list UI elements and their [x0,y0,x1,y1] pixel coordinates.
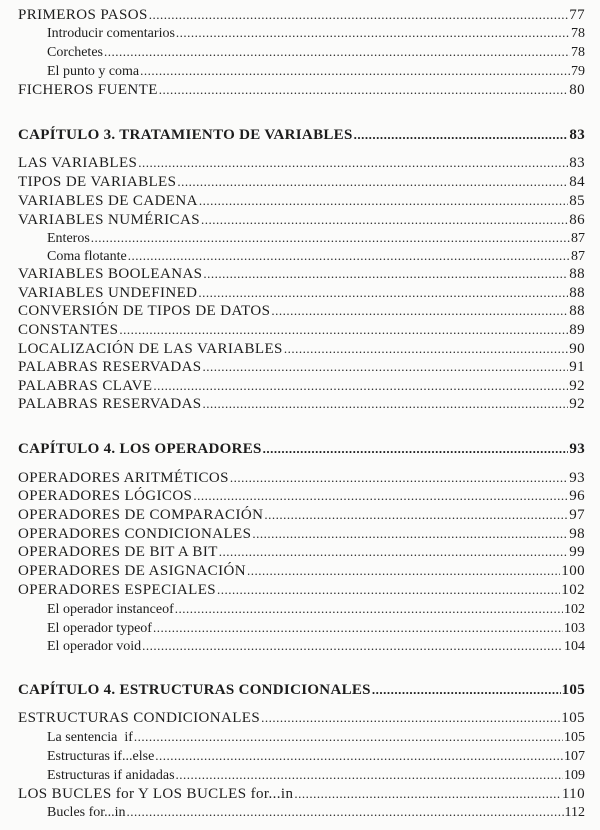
toc-entry [47,601,585,621]
dot-leader [153,620,563,636]
dot-leader [128,248,570,264]
dot-leader [175,601,563,617]
toc-entry-page: 88 [569,303,585,319]
dot-leader [201,212,568,228]
chapter-heading [18,682,585,702]
toc-entry [18,82,585,102]
dot-leader [91,230,570,246]
toc-entry-title: OPERADORES ESPECIALES [18,582,217,598]
toc-entry [18,582,585,602]
dot-leader [271,303,568,319]
toc-entry [18,378,585,398]
toc-entry-title: Estructuras if...else [47,749,155,764]
toc-entry-page: 99 [569,544,585,560]
toc-entry-title: El punto y coma [47,64,140,79]
toc-entry [18,396,585,416]
dot-leader [247,563,560,579]
toc-entry-title: PALABRAS RESERVADAS [18,359,202,375]
toc-entry-title: LAS VARIABLES [18,155,138,171]
dot-leader [294,786,560,802]
dot-leader [354,127,569,143]
chapter-title: CAPÍTULO 4. ESTRUCTURAS CONDICIONALES [18,682,371,698]
dot-leader [203,266,568,282]
toc-entry-page: 105 [561,710,585,726]
chapter-title: CAPÍTULO 3. TRATAMIENTO DE VARIABLES [18,127,353,143]
toc-entry-title: LOCALIZACIÓN DE LAS VARIABLES [18,341,283,357]
toc-entry-title: Bucles for...in [47,805,126,820]
chapter-heading [18,127,585,147]
toc-entry-page: 87 [571,231,585,246]
dot-leader [177,174,568,190]
toc-entry-page: 78 [571,26,585,41]
toc-entry [47,25,585,45]
dot-leader [155,748,563,764]
toc-entry-title: VARIABLES NUMÉRICAS [18,212,200,228]
dot-leader [159,82,568,98]
toc-entry-page: 104 [564,639,585,654]
toc-entry [18,266,585,286]
toc-entry [18,174,585,194]
dot-leader [203,396,569,412]
dot-leader [199,193,568,209]
toc-entry [18,488,585,508]
toc-entry-title: OPERADORES DE BIT A BIT [18,544,218,560]
dot-leader [198,285,568,301]
toc-entry-page: 80 [569,82,585,98]
toc-entry [47,44,585,64]
toc-entry-page: 96 [569,488,585,504]
toc-entry [47,63,585,83]
toc-entry-title: Corchetes [47,45,103,60]
toc-entry-page: 79 [571,64,585,79]
toc-entry-title: PRIMEROS PASOS [18,7,148,23]
toc-entry-page: 103 [564,621,585,636]
dot-leader [153,378,568,394]
dot-leader [138,155,568,171]
toc-entry-title: TIPOS DE VARIABLES [18,174,177,190]
toc-entry-page: 110 [561,786,585,802]
toc-entry-title: Estructuras if anidadas [47,768,175,783]
toc-entry-title: VARIABLES DE CADENA [18,193,198,209]
toc-entry-page: 90 [569,341,585,357]
dot-leader [149,7,569,23]
toc-entry-page: 84 [569,174,585,190]
toc-entry-page: 86 [569,212,585,228]
dot-leader [372,682,561,698]
toc-entry-title: La sentencia if [47,730,133,745]
toc-entry-title: El operador void [47,639,142,654]
toc-entry-title: VARIABLES UNDEFINED [18,285,198,301]
toc-entry-title: El operador instanceof [47,602,174,617]
toc-entry [18,322,585,342]
dot-leader [284,341,568,357]
toc-entry-title: CONVERSIÓN DE TIPOS DE DATOS [18,303,271,319]
toc-entry [47,767,585,787]
toc-entry-page: 100 [561,563,585,579]
toc-entry-title: Enteros [47,231,90,246]
toc-entry [18,563,585,583]
toc-entry-page: 93 [569,470,585,486]
dot-leader [193,488,568,504]
dot-leader [127,804,564,820]
toc-entry-page: 92 [569,396,585,412]
toc-entry-page: 97 [569,507,585,523]
dot-leader [176,767,563,783]
toc-entry-page: 107 [564,749,585,764]
toc-entry [18,341,585,361]
toc-entry [47,748,585,768]
toc-entry [18,193,585,213]
toc-entry-title: OPERADORES LÓGICOS [18,488,193,504]
toc-entry-page: 109 [564,768,585,783]
toc-entry-title: OPERADORES ARITMÉTICOS [18,470,229,486]
toc-entry-page: 85 [569,193,585,209]
toc-entry-page: 88 [569,266,585,282]
toc-entry [18,470,585,490]
toc-entry-page: 88 [569,285,585,301]
chapter-heading [18,441,585,461]
dot-leader [230,470,568,486]
dot-leader [263,441,569,457]
dot-leader [219,544,568,560]
toc-entry [18,544,585,564]
toc-entry [18,212,585,232]
toc-entry [18,7,585,27]
toc-entry-page: 102 [564,602,585,617]
dot-leader [140,63,570,79]
toc-entry [18,285,585,305]
dot-leader [142,638,563,654]
toc-entry [18,359,585,379]
dot-leader [134,729,563,745]
chapter-page: 93 [569,441,585,457]
toc-entry-page: 102 [561,582,585,598]
toc-entry-title: LOS BUCLES for Y LOS BUCLES for...in [18,786,294,802]
toc-entry [47,620,585,640]
chapter-page: 83 [569,127,585,143]
toc-entry-page: 92 [569,378,585,394]
toc-entry [47,638,585,658]
toc-entry-title: FICHEROS FUENTE [18,82,158,98]
toc-entry-title: OPERADORES DE ASIGNACIÓN [18,563,246,579]
toc-entry [47,248,585,268]
toc-entry [18,155,585,175]
toc-entry [47,230,585,250]
dot-leader [176,25,570,41]
toc-entry [18,507,585,527]
toc-entry-title: CONSTANTES [18,322,119,338]
toc-entry-title: OPERADORES CONDICIONALES [18,526,252,542]
toc-entry-page: 105 [564,730,585,745]
dot-leader [217,582,560,598]
toc-entry-page: 91 [569,359,585,375]
chapter-page: 105 [561,682,585,698]
toc-entry [18,526,585,546]
chapter-title: CAPÍTULO 4. LOS OPERADORES [18,441,262,457]
dot-leader [264,507,568,523]
dot-leader [203,359,569,375]
dot-leader [252,526,568,542]
toc-entry-page: 112 [564,805,585,820]
toc-entry [18,710,585,730]
toc-entry-title: ESTRUCTURAS CONDICIONALES [18,710,261,726]
dot-leader [104,44,570,60]
toc-entry-page: 77 [569,7,585,23]
dot-leader [261,710,560,726]
toc-entry-page: 89 [569,322,585,338]
toc-entry-title: VARIABLES BOOLEANAS [18,266,203,282]
toc-entry-title: Coma flotante [47,249,127,264]
toc-entry [47,804,585,824]
toc-entry [18,303,585,323]
toc-entry-title: Introducir comentarios [47,26,175,41]
toc-entry-title: PALABRAS CLAVE [18,378,153,394]
toc-entry-page: 83 [569,155,585,171]
toc-entry-title: OPERADORES DE COMPARACIÓN [18,507,264,523]
toc-entry-page: 87 [571,249,585,264]
dot-leader [119,322,568,338]
toc-entry-title: PALABRAS RESERVADAS [18,396,202,412]
toc-entry-page: 98 [569,526,585,542]
toc-entry [47,729,585,749]
toc-entry-page: 78 [571,45,585,60]
toc-entry [18,786,585,806]
toc-entry-title: El operador typeof [47,621,152,636]
